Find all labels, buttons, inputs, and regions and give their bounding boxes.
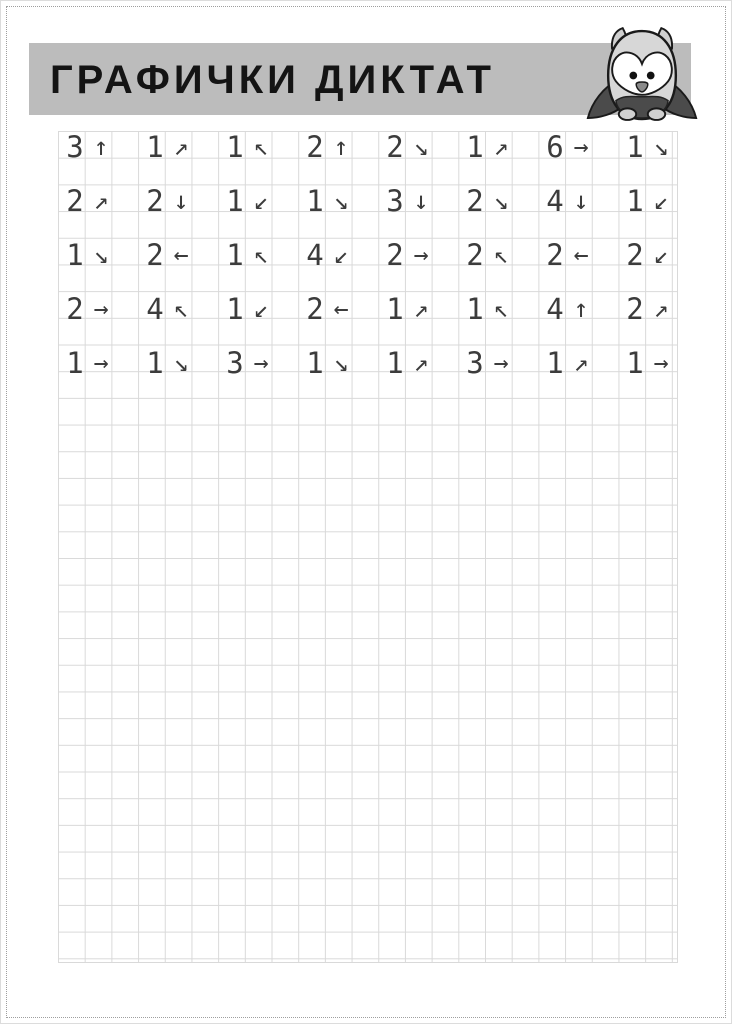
instruction-row: [58, 184, 677, 218]
up-arrow-icon: ↑: [333, 132, 349, 161]
step-count: 1: [626, 346, 644, 380]
instruction-2-up-right: [60, 184, 118, 218]
instruction-1-up-left: [460, 292, 518, 326]
step-count: 2: [386, 130, 404, 164]
instruction-row: [58, 292, 677, 326]
up-left-arrow-icon: ↖: [253, 132, 269, 161]
down-right-arrow-icon: ↘: [653, 132, 669, 161]
instruction-row: [58, 346, 677, 380]
down-arrow-icon: ↓: [413, 186, 429, 215]
instruction-1-down-right: [300, 184, 358, 218]
owl-left-eye: [629, 72, 637, 80]
left-arrow-icon: ←: [173, 240, 189, 269]
right-arrow-icon: →: [93, 294, 109, 323]
step-count: 2: [306, 292, 324, 326]
instruction-4-up: [540, 292, 598, 326]
step-count: 1: [626, 130, 644, 164]
up-right-arrow-icon: ↗: [573, 348, 589, 377]
instruction-2-left: [140, 238, 198, 272]
right-arrow-icon: →: [653, 348, 669, 377]
step-count: 1: [386, 292, 404, 326]
step-count: 1: [226, 292, 244, 326]
left-arrow-icon: ←: [573, 240, 589, 269]
instruction-row: [58, 130, 677, 164]
instruction-1-down-left: [620, 184, 678, 218]
page-title: ГРАФИЧКИ ДИКТАТ: [50, 58, 495, 102]
down-arrow-icon: ↓: [573, 186, 589, 215]
down-right-arrow-icon: ↘: [333, 186, 349, 215]
step-count: 3: [466, 346, 484, 380]
right-arrow-icon: →: [493, 348, 509, 377]
down-left-arrow-icon: ↙: [333, 240, 349, 269]
instruction-1-right: [60, 346, 118, 380]
step-count: 3: [386, 184, 404, 218]
step-count: 2: [386, 238, 404, 272]
step-count: 1: [146, 346, 164, 380]
instruction-2-left: [300, 292, 358, 326]
down-left-arrow-icon: ↙: [253, 294, 269, 323]
instruction-2-down-left: [620, 238, 678, 272]
down-left-arrow-icon: ↙: [653, 186, 669, 215]
step-count: 1: [626, 184, 644, 218]
step-count: 1: [226, 130, 244, 164]
instruction-6-right: [540, 130, 598, 164]
step-count: 2: [66, 184, 84, 218]
step-count: 1: [386, 346, 404, 380]
instruction-2-down: [140, 184, 198, 218]
step-count: 2: [146, 238, 164, 272]
instruction-2-up-right: [620, 292, 678, 326]
instruction-1-up-left: [220, 130, 278, 164]
instruction-1-right: [620, 346, 678, 380]
step-count: 1: [466, 130, 484, 164]
dictation-grid: [58, 131, 678, 963]
up-arrow-icon: ↑: [93, 132, 109, 161]
instruction-3-down: [380, 184, 438, 218]
up-right-arrow-icon: ↗: [93, 186, 109, 215]
step-count: 2: [626, 292, 644, 326]
down-arrow-icon: ↓: [173, 186, 189, 215]
step-count: 3: [226, 346, 244, 380]
instruction-2-down-right: [460, 184, 518, 218]
instruction-1-down-right: [620, 130, 678, 164]
up-right-arrow-icon: ↗: [653, 294, 669, 323]
step-count: 1: [306, 184, 324, 218]
instruction-3-right: [460, 346, 518, 380]
up-right-arrow-icon: ↗: [493, 132, 509, 161]
down-right-arrow-icon: ↘: [93, 240, 109, 269]
instruction-1-down-left: [220, 292, 278, 326]
left-arrow-icon: ←: [333, 294, 349, 323]
instruction-2-up: [300, 130, 358, 164]
step-count: 1: [226, 238, 244, 272]
step-count: 2: [66, 292, 84, 326]
step-count: 1: [306, 346, 324, 380]
up-left-arrow-icon: ↖: [173, 294, 189, 323]
instruction-1-up-right: [380, 346, 438, 380]
step-count: 1: [466, 292, 484, 326]
step-count: 2: [626, 238, 644, 272]
instruction-2-right: [380, 238, 438, 272]
right-arrow-icon: →: [93, 348, 109, 377]
up-right-arrow-icon: ↗: [173, 132, 189, 161]
step-count: 4: [546, 292, 564, 326]
down-right-arrow-icon: ↘: [493, 186, 509, 215]
up-arrow-icon: ↑: [573, 294, 589, 323]
step-count: 2: [146, 184, 164, 218]
step-count: 2: [466, 184, 484, 218]
instruction-1-down-right: [140, 346, 198, 380]
instruction-4-down-left: [300, 238, 358, 272]
step-count: 3: [66, 130, 84, 164]
step-count: 2: [306, 130, 324, 164]
right-arrow-icon: →: [573, 132, 589, 161]
instruction-1-up-right: [140, 130, 198, 164]
up-left-arrow-icon: ↖: [253, 240, 269, 269]
up-right-arrow-icon: ↗: [413, 294, 429, 323]
step-count: 1: [66, 238, 84, 272]
up-right-arrow-icon: ↗: [413, 348, 429, 377]
instruction-2-right: [60, 292, 118, 326]
down-left-arrow-icon: ↙: [253, 186, 269, 215]
instruction-row: [58, 238, 677, 272]
step-count: 1: [66, 346, 84, 380]
instruction-1-down-right: [60, 238, 118, 272]
owl-mascot-icon: [584, 27, 700, 124]
instruction-2-left: [540, 238, 598, 272]
step-count: 1: [146, 130, 164, 164]
up-left-arrow-icon: ↖: [493, 240, 509, 269]
down-right-arrow-icon: ↘: [333, 348, 349, 377]
instruction-3-up: [60, 130, 118, 164]
instruction-2-up-left: [460, 238, 518, 272]
instruction-4-down: [540, 184, 598, 218]
instruction-1-down-left: [220, 184, 278, 218]
instruction-1-up-right: [540, 346, 598, 380]
instruction-2-down-right: [380, 130, 438, 164]
instruction-1-down-right: [300, 346, 358, 380]
step-count: 2: [546, 238, 564, 272]
owl-left-foot: [619, 108, 636, 120]
down-left-arrow-icon: ↙: [653, 240, 669, 269]
step-count: 4: [546, 184, 564, 218]
instruction-1-up-left: [220, 238, 278, 272]
right-arrow-icon: →: [413, 240, 429, 269]
down-right-arrow-icon: ↘: [413, 132, 429, 161]
step-count: 2: [466, 238, 484, 272]
step-count: 6: [546, 130, 564, 164]
owl-right-eye: [647, 72, 655, 80]
up-left-arrow-icon: ↖: [493, 294, 509, 323]
down-right-arrow-icon: ↘: [173, 348, 189, 377]
instruction-4-up-left: [140, 292, 198, 326]
owl-right-foot: [648, 108, 665, 120]
step-count: 1: [226, 184, 244, 218]
step-count: 4: [306, 238, 324, 272]
instruction-3-right: [220, 346, 278, 380]
instruction-1-up-right: [380, 292, 438, 326]
step-count: 4: [146, 292, 164, 326]
right-arrow-icon: →: [253, 348, 269, 377]
step-count: 1: [546, 346, 564, 380]
instruction-1-up-right: [460, 130, 518, 164]
